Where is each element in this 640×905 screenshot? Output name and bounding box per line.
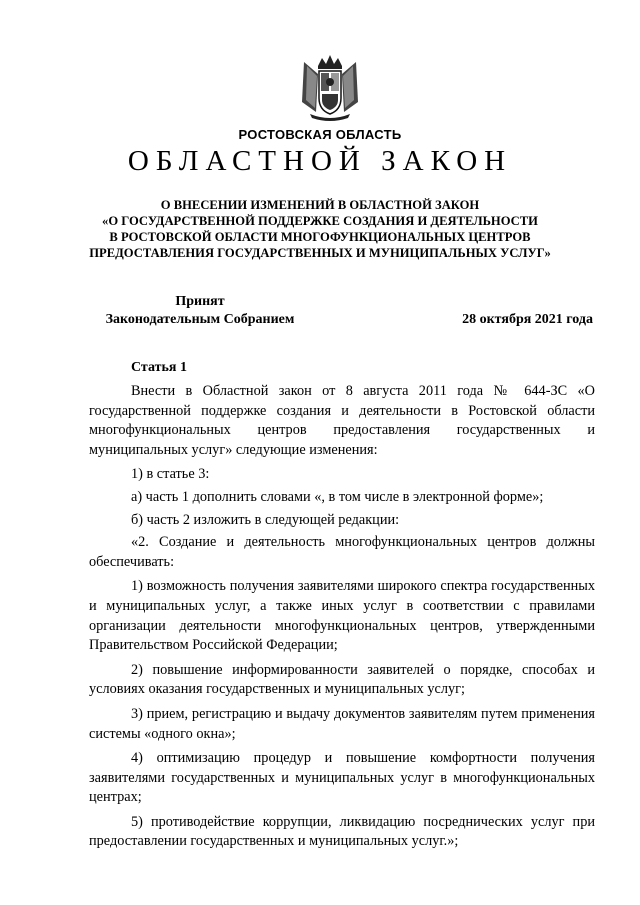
adoption-label (90, 293, 310, 329)
article-paragraph: 3) прием, регистрацию и выдачу документов заявителям путем применения системы «одного окна»; (89, 705, 595, 742)
article-body (89, 382, 595, 857)
coat-of-arms-emblem (298, 52, 362, 122)
article-paragraph: «2. Создание и деятельность многофункциональных центров должны обеспечивать: (89, 534, 595, 570)
article-paragraph: а) часть 1 дополнить словами «, в том числе в электронной форме»; (131, 488, 544, 505)
law-subject-line: ПРЕДОСТАВЛЕНИЯ ГОСУДАРСТВЕННЫХ И МУНИЦИПАЛЬНЫХ УСЛУГ» (89, 246, 551, 260)
article-paragraph: 2) повышение информированности заявителей о порядке, способах и условиях оказания государственных и муниципальных услуг; (89, 661, 595, 698)
article-paragraph: 5) противодействие коррупции, ликвидацию посреднических услуг при предоставлении государственных и муниципальных услуг.»; (89, 813, 595, 850)
law-subject (60, 197, 580, 261)
article-paragraph: б) часть 2 изложить в следующей редакции: (131, 511, 400, 528)
adoption-label-line1: Принят (175, 294, 225, 309)
adoption-date: 28 октября 2021 года (462, 312, 593, 327)
article-heading: Статья 1 (131, 360, 187, 375)
law-subject-line: О ВНЕСЕНИИ ИЗМЕНЕНИЙ В ОБЛАСТНОЙ ЗАКОН (160, 198, 480, 212)
article-paragraph: Внести в Областной закон от 8 августа 2011 года № 644-ЗС «О государственной поддержке создания и деятельности в Ростовской области многофункциональных центров предоставления государственных и муниципальных услуг» следующие изменения: (89, 383, 595, 458)
article-paragraph: 4) оптимизацию процедур и повышение комфортности получения заявителями государственных и муниципальных услуг в многофункциональных центрах; (89, 750, 595, 806)
adoption-label-line2: Законодательным Собранием (105, 312, 295, 327)
law-subject-line: В РОСТОВСКОЙ ОБЛАСТИ МНОГОФУНКЦИОНАЛЬНЫХ ЦЕНТРОВ (109, 230, 531, 244)
article-paragraph: 1) в статье 3: (131, 466, 210, 483)
article-paragraph: 1) возможность получения заявителями широкого спектра государственных и муниципальных услуг, а также иных услуг в соответствии с правилами организации деятельности многофункциональных центров, утвержденными Правительством Российской Федерации; (89, 578, 595, 654)
law-subject-line: «О ГОСУДАРСТВЕННОЙ ПОДДЕРЖКЕ СОЗДАНИЯ И ДЕЯТЕЛЬНОСТИ (102, 214, 538, 228)
region-name: РОСТОВСКАЯ ОБЛАСТЬ (238, 127, 402, 142)
law-title: ОБЛАСТНОЙ ЗАКОН (127, 145, 513, 177)
